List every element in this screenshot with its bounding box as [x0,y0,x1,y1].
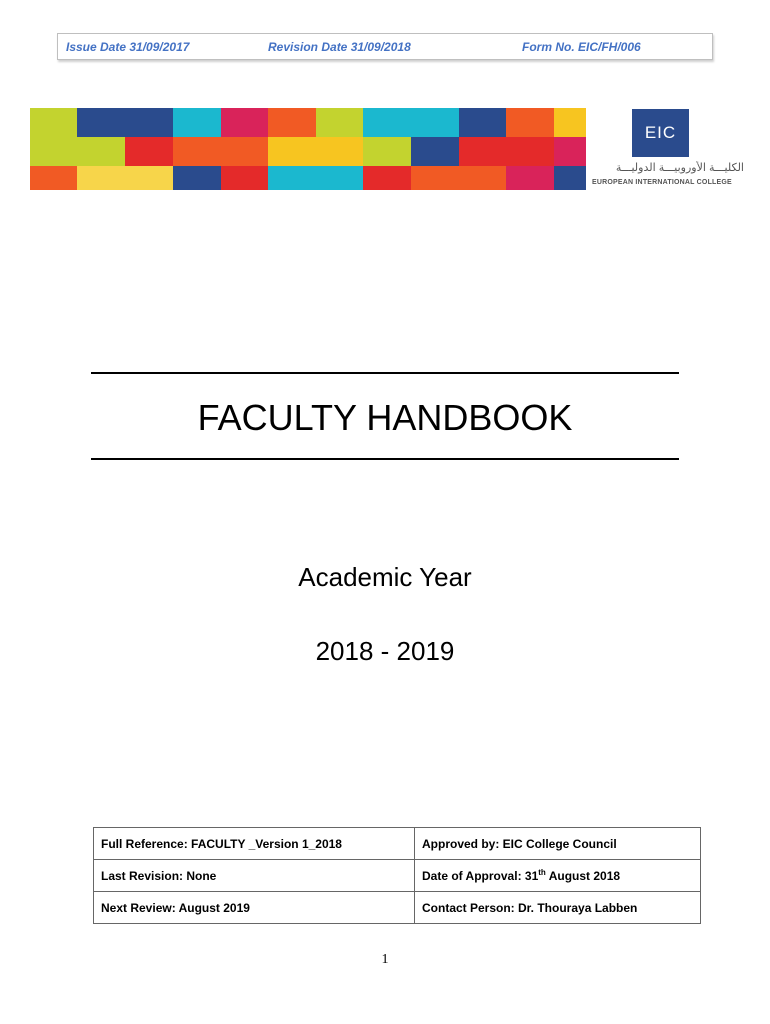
next-review: Next Review: August 2019 [94,892,415,924]
document-header [57,33,713,60]
revision-date: Revision Date 31/09/2018 [268,40,411,54]
title-top-rule [91,372,679,374]
last-revision: Last Revision: None [94,860,415,892]
color-block-banner [30,108,586,190]
table-row [94,828,701,860]
issue-date: Issue Date 31/09/2017 [66,40,190,54]
form-number: Form No. EIC/FH/006 [522,40,641,54]
logo-mark: EIC [632,109,689,157]
table-row [94,860,701,892]
college-logo [592,109,744,191]
document-info-table [93,827,701,924]
logo-arabic-name: الكليـــة الأوروبيـــة الدوليـــة [615,162,744,174]
table-row [94,892,701,924]
academic-year-label: Academic Year [298,562,472,592]
full-reference: Full Reference: FACULTY _Version 1_2018 [94,828,415,860]
document-title: FACULTY HANDBOOK [197,397,573,438]
date-of-approval: Date of Approval: 31th August 2018 [415,860,701,892]
page-number: 1 [381,952,389,967]
contact-person: Contact Person: Dr. Thouraya Labben [415,892,701,924]
academic-year-value: 2018 - 2019 [315,636,455,666]
approved-by: Approved by: EIC College Council [415,828,701,860]
title-bottom-rule [91,458,679,460]
logo-english-name: EUROPEAN INTERNATIONAL COLLEGE [592,179,732,186]
